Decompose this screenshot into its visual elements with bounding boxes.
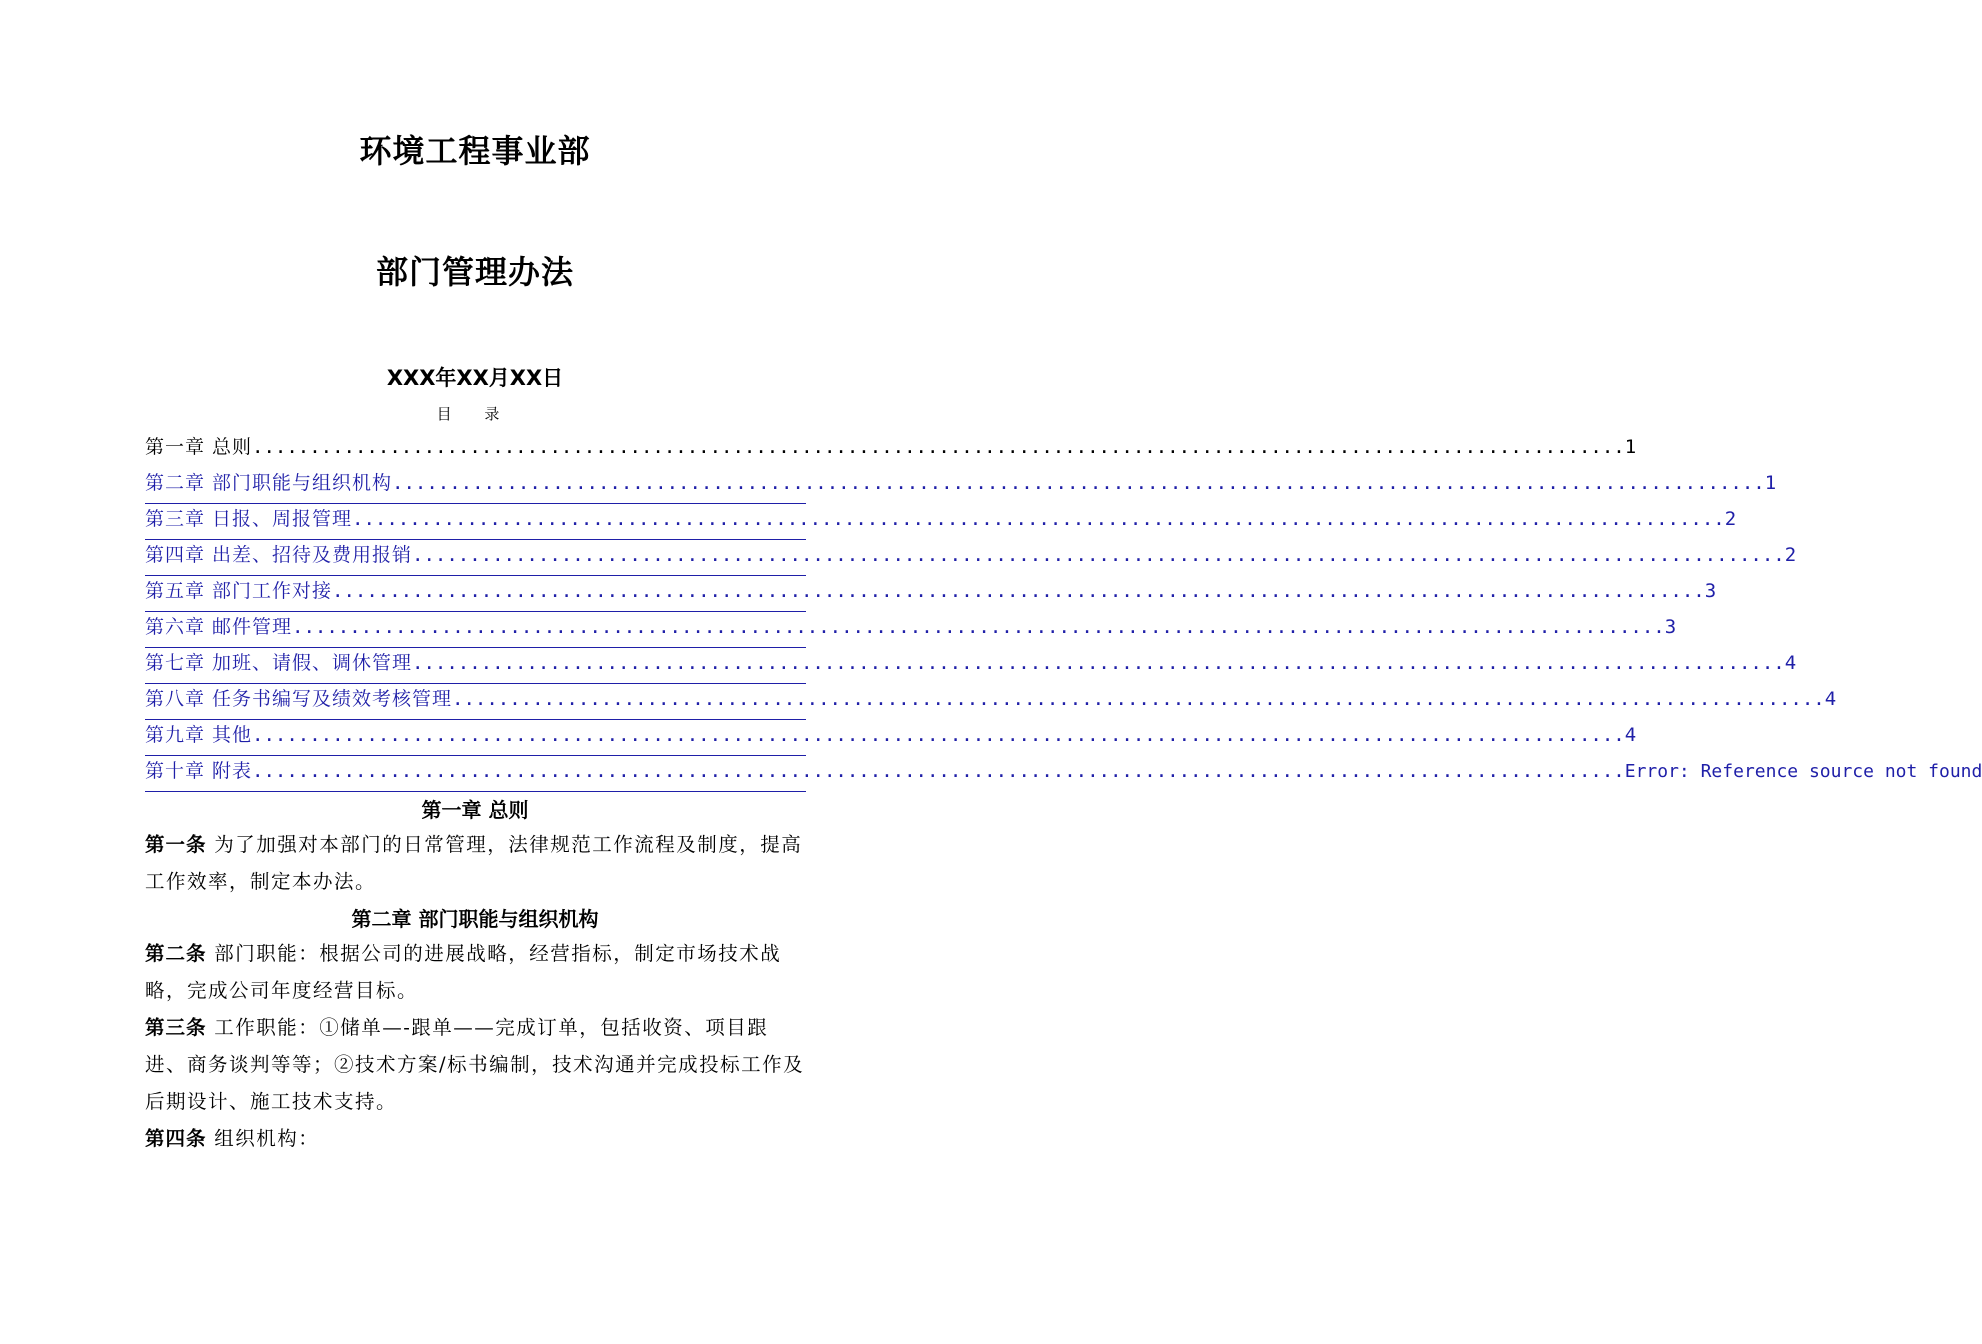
toc-entry-page: 3 [1704, 580, 1717, 602]
article-3-text: 工作职能：①储单—-跟单——完成订单，包括收资、项目跟进、商务谈判等等；②技术方案/标书编制，技术沟通并完成投标工作及后期设计、施工技术支持。 [145, 1016, 805, 1113]
article-1 [145, 826, 810, 900]
document-date: XXX年XX月XX日 [386, 366, 564, 390]
toc-leader-dots: ........................................................................................................................ [452, 688, 1825, 710]
toc-entry-label: 第八章 任务书编写及绩效考核管理 [145, 688, 453, 710]
toc-entry-label: 第三章 日报、周报管理 [145, 508, 353, 530]
toc-entry[interactable] [145, 648, 1797, 684]
toc-entry[interactable] [145, 576, 1717, 612]
article-2-label: 第二条 [145, 942, 207, 965]
toc-entry-page: 1 [1624, 436, 1637, 458]
toc-entry-page: Error: Reference source not found [1624, 761, 1982, 782]
toc-entry[interactable] [145, 612, 1677, 648]
toc-entry-label: 第十章 附表 [145, 760, 253, 782]
toc-entry-label: 第一章 总则 [145, 436, 253, 458]
toc-leader-dots: ........................................................................................................................ [252, 436, 1625, 458]
toc-entry-page: 2 [1724, 508, 1737, 530]
toc-leader-dots: ........................................................................................................................ [252, 760, 1625, 782]
article-1-text: 为了加强对本部门的日常管理，法律规范工作流程及制度，提高工作效率，制定本办法。 [145, 833, 803, 893]
toc-entry[interactable] [145, 504, 1737, 540]
toc-entry-label: 第四章 出差、招待及费用报销 [145, 544, 413, 566]
toc-entry[interactable] [145, 720, 1637, 756]
toc-entry-label: 第七章 加班、请假、调休管理 [145, 652, 413, 674]
toc-leader-dots: ........................................................................................................................ [392, 472, 1765, 494]
toc-heading: 目 录 [436, 405, 514, 423]
toc-entry-page: 4 [1784, 652, 1797, 674]
toc-entry-page: 4 [1824, 688, 1837, 710]
document-title: 环境工程事业部 [359, 132, 591, 170]
toc-leader-dots: ........................................................................................................................ [412, 652, 1785, 674]
toc-entry [145, 432, 1637, 468]
toc-leader-dots: ........................................................................................................................ [412, 544, 1785, 566]
article-3-label: 第三条 [145, 1016, 207, 1039]
chapter-1-heading: 第一章 总则 [421, 798, 529, 822]
toc-entry-label: 第六章 邮件管理 [145, 616, 293, 638]
article-4-label: 第四条 [145, 1127, 207, 1150]
article-2-text: 部门职能：根据公司的进展战略，经营指标，制定市场技术战略，完成公司年度经营目标。 [145, 942, 782, 1002]
toc-leader-dots: ........................................................................................................................ [292, 616, 1665, 638]
toc-entry-page: 4 [1624, 724, 1637, 746]
toc-entry[interactable] [145, 756, 1982, 792]
article-1-label: 第一条 [145, 833, 207, 856]
article-3 [145, 1009, 810, 1120]
article-4-text: 组织机构： [206, 1127, 320, 1150]
article-4 [145, 1120, 810, 1157]
toc-entry-page: 1 [1764, 472, 1777, 494]
toc-entry-label: 第二章 部门职能与组织机构 [145, 472, 393, 494]
article-2 [145, 935, 810, 1009]
toc-leader-dots: ........................................................................................................................ [252, 724, 1625, 746]
toc-entry-page: 3 [1664, 616, 1677, 638]
toc-entry-label: 第九章 其他 [145, 724, 253, 746]
toc-entry-label: 第五章 部门工作对接 [145, 580, 333, 602]
toc-entry[interactable] [145, 684, 1837, 720]
toc-entry[interactable] [145, 540, 1797, 576]
table-of-contents [145, 432, 1982, 792]
chapter-2-heading: 第二章 部门职能与组织机构 [351, 907, 599, 931]
toc-leader-dots: ........................................................................................................................ [352, 508, 1725, 530]
toc-entry-page: 2 [1784, 544, 1797, 566]
toc-entry[interactable] [145, 468, 1777, 504]
toc-leader-dots: ........................................................................................................................ [332, 580, 1705, 602]
document-subtitle: 部门管理办法 [375, 253, 574, 291]
